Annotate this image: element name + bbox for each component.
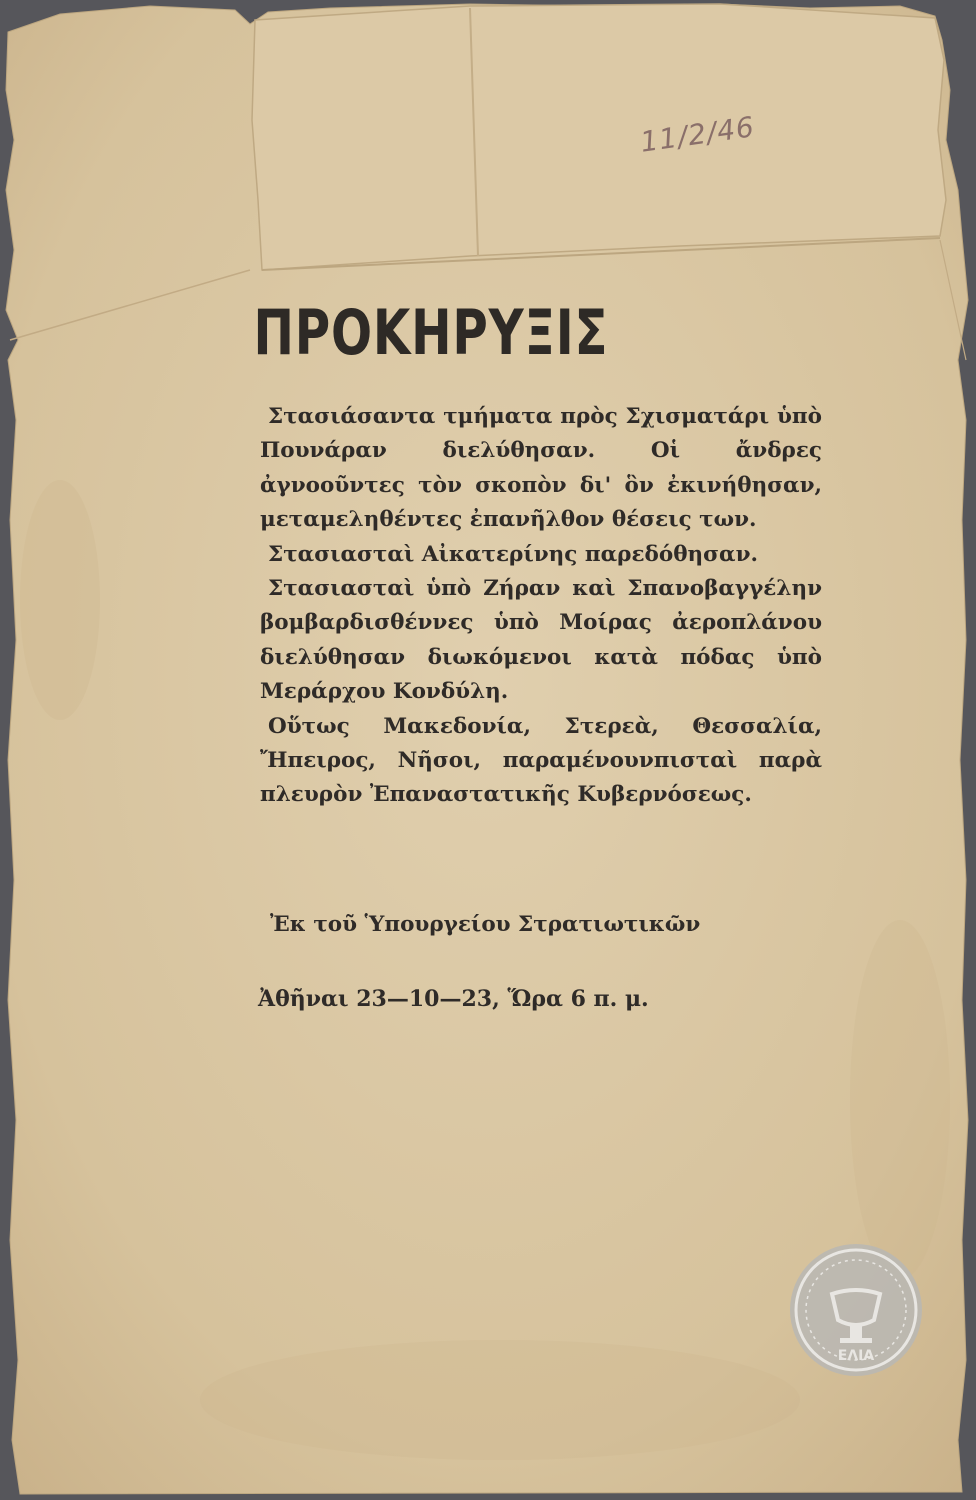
date-line: Ἀθῆναι 23—10—23, Ὥρα 6 π. μ.	[258, 986, 649, 1012]
page-title: ΠΡΟΚΗΡΥΞΙΣ	[253, 296, 609, 369]
signature-line: Ἐκ τοῦ Ὑπουργείου Στρατιωτικῶν	[270, 912, 701, 937]
paragraph: Στασιασταὶ ὑπὸ Ζήραν καὶ Σπανοβαγγέλην βομβαρδισθέννες ὑπὸ Μοίρας ἀεροπλάνου διελύθησαν διωκόμενοι κατὰ πόδας ὑπὸ Μεράρχου Κονδύλη.	[260, 576, 822, 705]
paragraph: Στασιάσαντα τμήματα πρὸς Σχισματάρι ὑπὸ Πουνάραν διελύθησαν. Οἱ ἄνδρες ἀγνοοῦντες τὸν σκοπὸν δι' ὃν ἐκινήθησαν, μεταμεληθέντες ἐπανῆλθον θέσεις των.	[260, 404, 822, 533]
paragraph: Στασιασταὶ Αἰκατερίνης παρεδόθησαν.	[268, 541, 758, 567]
handwritten-date: 11/2/46	[638, 110, 757, 159]
proclamation-body	[260, 400, 822, 813]
seal-lettering: ΕΛΙΑ	[837, 1348, 875, 1364]
paragraph: Οὕτως Μακεδονία, Στερεὰ, Θεσσαλία, Ἤπειρος, Νῆσοι, παραμένουνπισταὶ παρὰ πλευρὸν Ἐπαναστατικῆς Κυβερνόσεως.	[260, 713, 822, 808]
archive-seal-icon	[786, 1240, 926, 1380]
